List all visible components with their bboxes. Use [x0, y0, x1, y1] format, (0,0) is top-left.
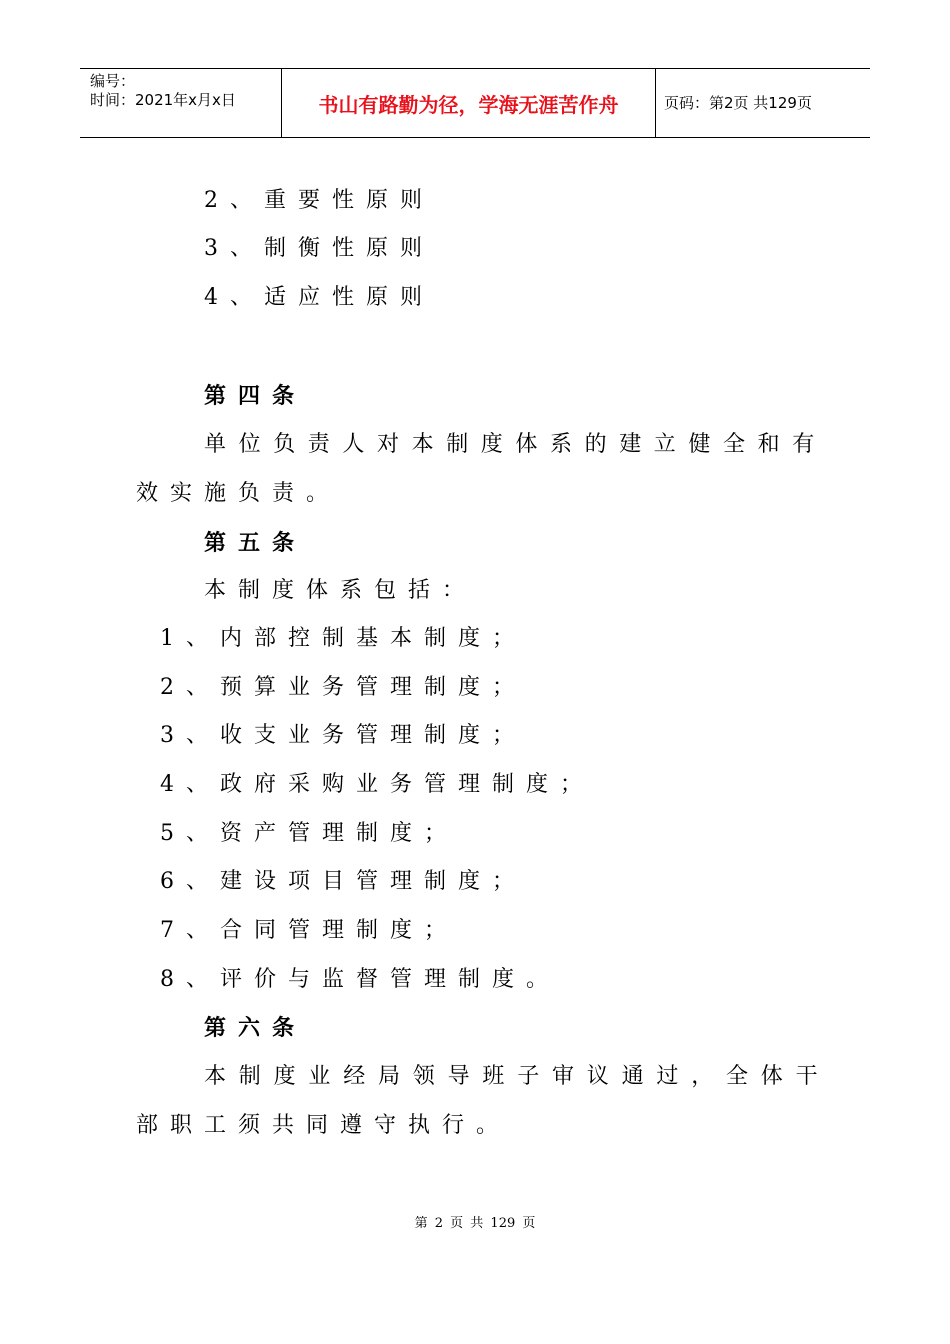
principle-item: 2、重要性原则	[204, 188, 434, 213]
principle-item: 4、适应性原则	[204, 285, 434, 310]
article-6-text-line-1: 本制度业经局领导班子审议通过，全体干	[204, 1064, 831, 1089]
header-motto-cell	[282, 69, 656, 137]
header-meta-cell	[80, 69, 282, 137]
article-4-text-line-1: 单位负责人对本制度体系的建立健全和有	[204, 432, 827, 457]
page-header	[80, 68, 870, 138]
system-list-item: 4、政府采购业务管理制度；	[160, 772, 594, 797]
article-6-title: 第六条	[204, 1015, 307, 1041]
article-6-text-line-2: 部职工须共同遵守执行。	[136, 1113, 511, 1138]
header-motto: 书山有路勤为径，学海无涯苦作舟	[318, 92, 619, 117]
system-list-item: 2、预算业务管理制度；	[160, 675, 526, 700]
page-footer: 第 2 页 共 129 页	[414, 1216, 536, 1231]
system-list-item: 3、收支业务管理制度；	[160, 723, 526, 748]
article-4-title: 第四条	[204, 383, 307, 409]
document-date: 时间：2021年x月x日	[90, 91, 236, 109]
system-list-item: 1、内部控制基本制度；	[160, 626, 526, 651]
document-number: 编号：	[90, 72, 136, 90]
article-5-title: 第五条	[204, 530, 307, 556]
header-page-cell	[656, 69, 870, 137]
system-list-item: 7、合同管理制度；	[160, 918, 458, 943]
system-list-item: 6、建设项目管理制度；	[160, 869, 526, 894]
system-list-item: 5、资产管理制度；	[160, 821, 458, 846]
article-4-text-line-2: 效实施负责。	[136, 481, 341, 506]
system-list-item: 8、评价与监督管理制度。	[160, 967, 560, 992]
header-page-number: 页码：第2页 共129页	[664, 94, 812, 112]
article-5-intro: 本制度体系包括：	[204, 578, 477, 603]
principle-item: 3、制衡性原则	[204, 236, 434, 261]
